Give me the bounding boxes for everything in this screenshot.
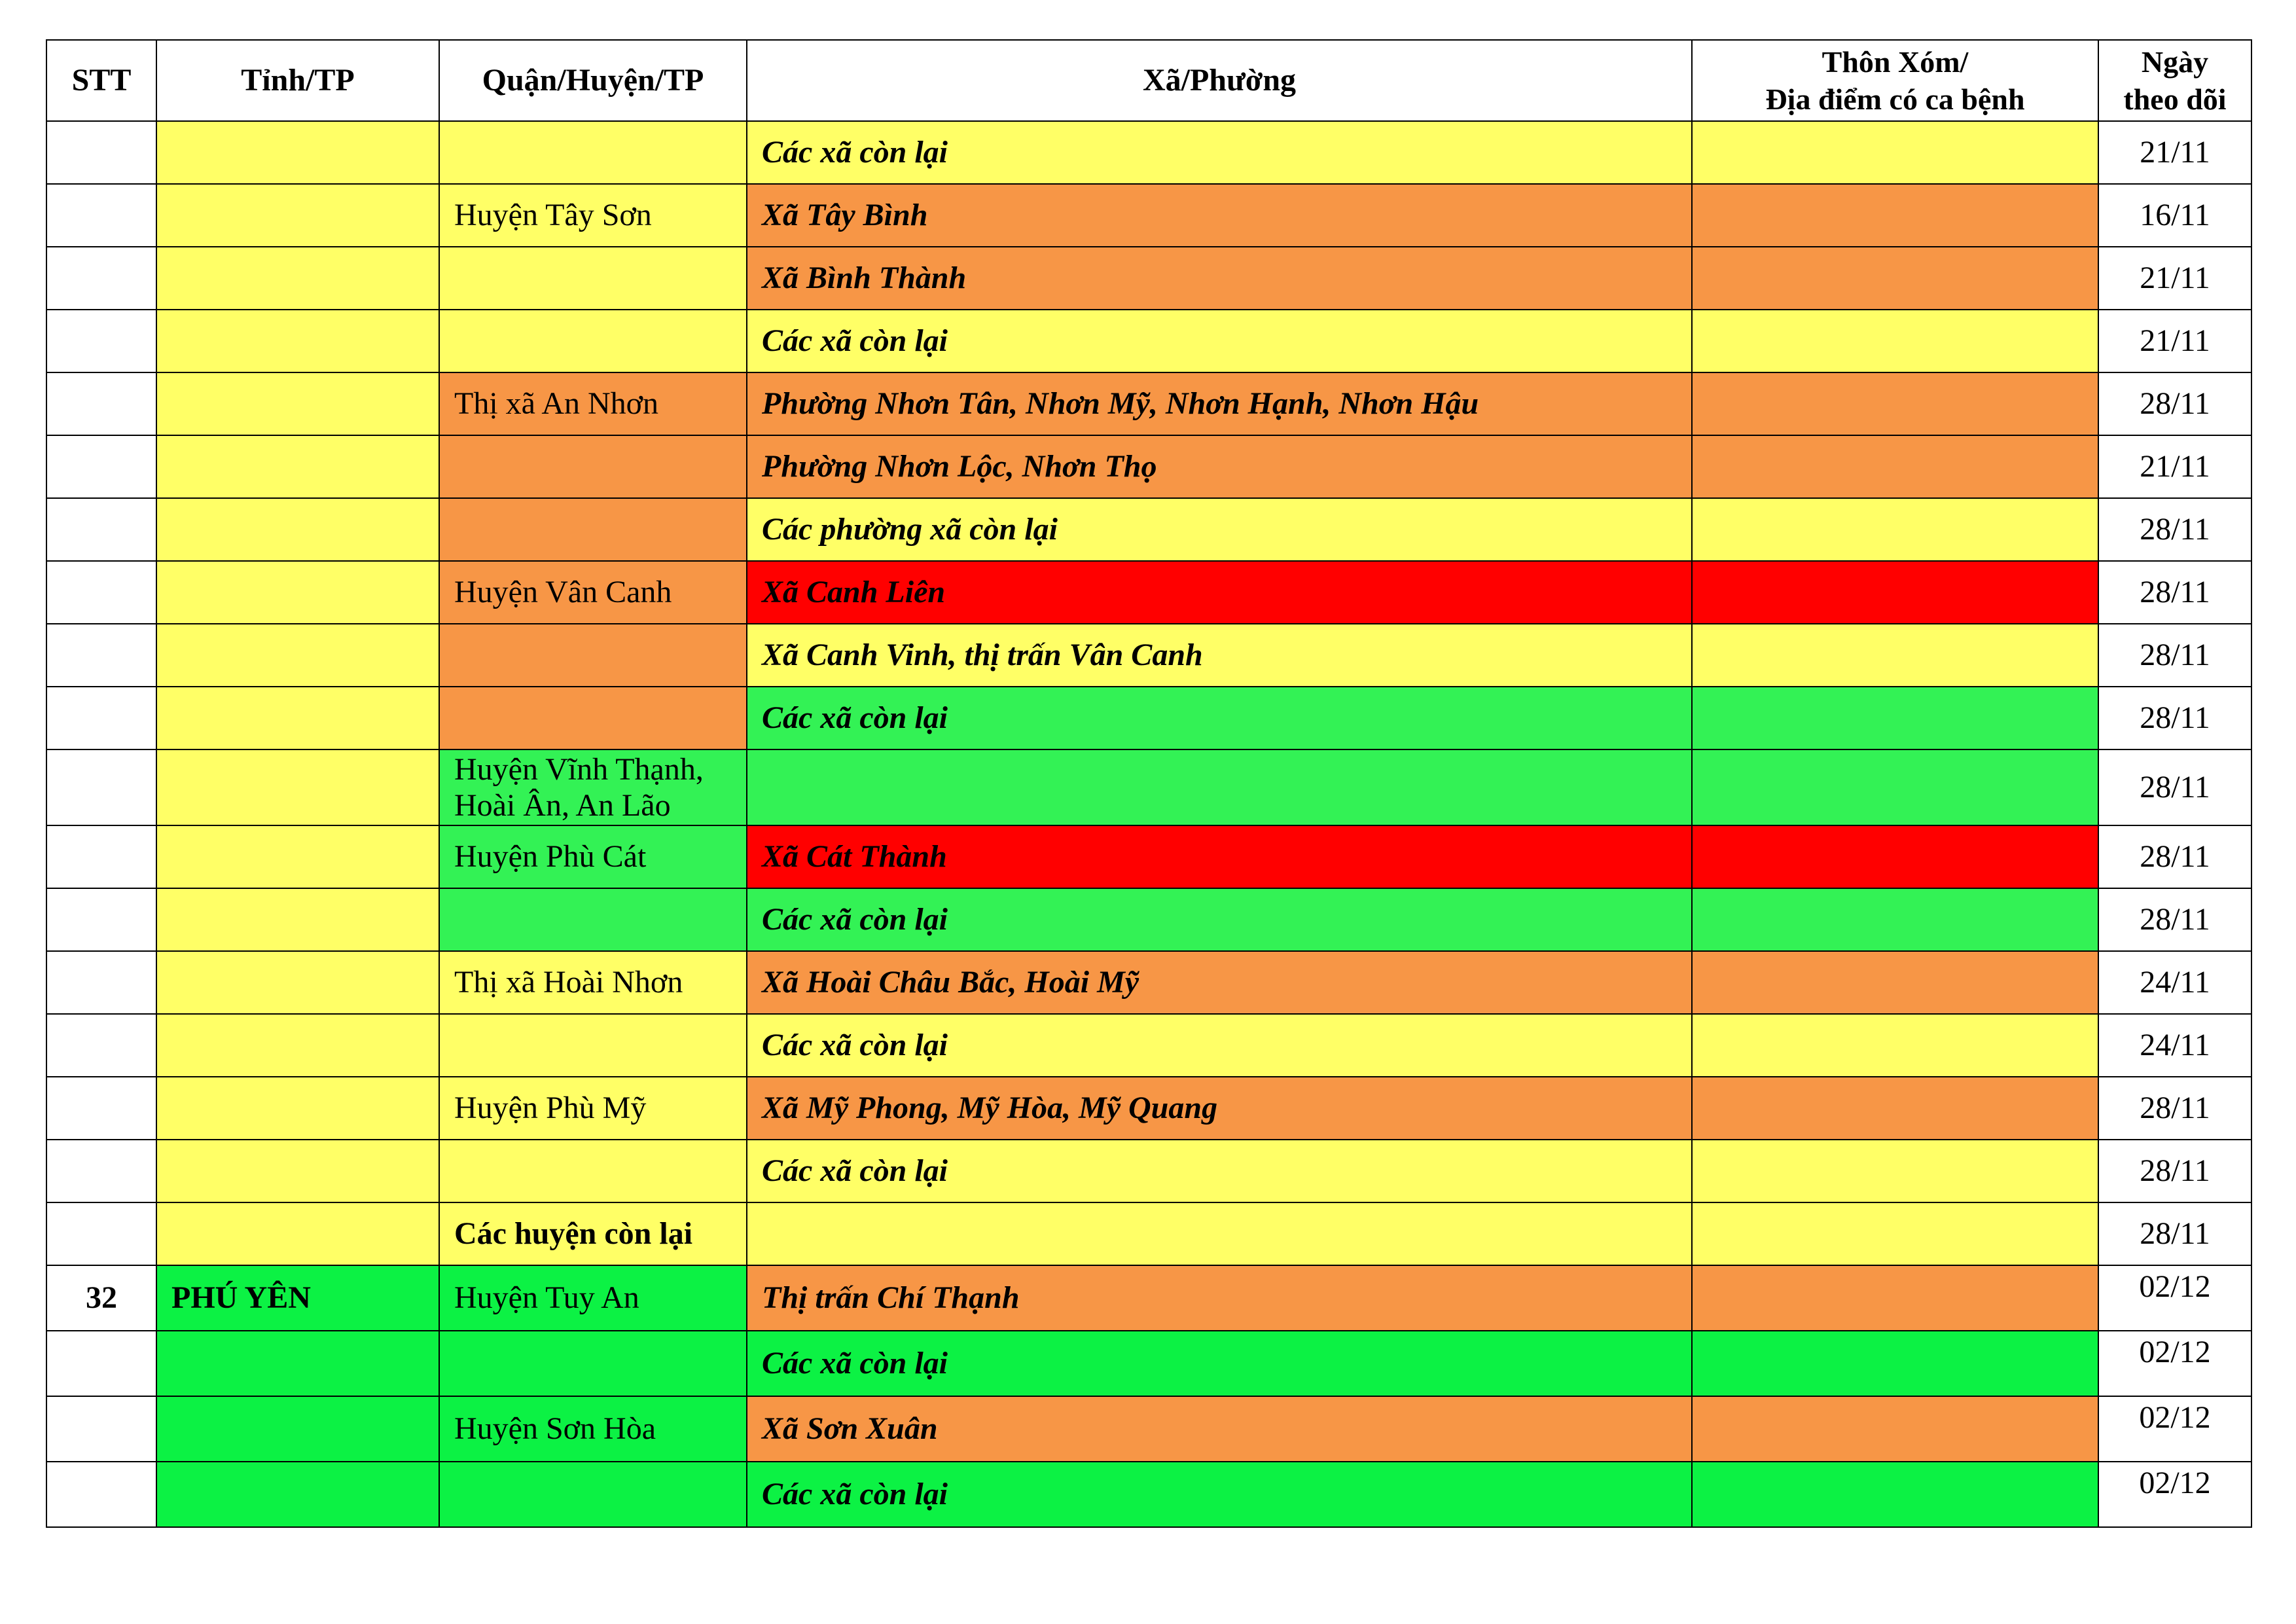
date-cell: 24/11 (2098, 1014, 2251, 1077)
header-date-line2: theo dõi (2123, 82, 2227, 116)
date-cell: 28/11 (2098, 1202, 2251, 1265)
date-cell: 28/11 (2098, 888, 2251, 951)
hamlet-cell (1692, 435, 2098, 498)
table-row (46, 561, 2251, 624)
date-cell: 21/11 (2098, 310, 2251, 372)
table-row (46, 1140, 2251, 1202)
header-province: Tỉnh/TP (156, 40, 439, 121)
province-cell (156, 687, 439, 749)
table-row (46, 1077, 2251, 1140)
district-cell: Các huyện còn lại (439, 1202, 747, 1265)
hamlet-cell (1692, 749, 2098, 825)
hamlet-cell (1692, 372, 2098, 435)
hamlet-cell (1692, 121, 2098, 184)
table-row (46, 121, 2251, 184)
district-cell (439, 888, 747, 951)
district-cell (439, 310, 747, 372)
hamlet-cell (1692, 1462, 2098, 1527)
date-cell: 02/12 (2098, 1265, 2251, 1331)
district-cell (439, 121, 747, 184)
stt-cell (46, 624, 156, 687)
province-cell (156, 561, 439, 624)
commune-cell (747, 749, 1692, 825)
stt-cell (46, 687, 156, 749)
province-cell (156, 372, 439, 435)
commune-cell: Phường Nhơn Lộc, Nhơn Thọ (747, 435, 1692, 498)
province-cell (156, 1014, 439, 1077)
date-cell: 28/11 (2098, 498, 2251, 561)
province-cell (156, 1140, 439, 1202)
district-cell (439, 1140, 747, 1202)
district-cell (439, 687, 747, 749)
stt-cell (46, 825, 156, 888)
table-row (46, 1396, 2251, 1462)
hamlet-cell (1692, 1396, 2098, 1462)
stt-cell (46, 1202, 156, 1265)
date-cell: 28/11 (2098, 749, 2251, 825)
stt-cell (46, 1077, 156, 1140)
table-row (46, 435, 2251, 498)
hamlet-cell (1692, 624, 2098, 687)
stt-cell (46, 749, 156, 825)
province-cell (156, 1202, 439, 1265)
district-cell: Huyện Sơn Hòa (439, 1396, 747, 1462)
date-cell: 21/11 (2098, 247, 2251, 310)
header-district: Quận/Huyện/TP (439, 40, 747, 121)
district-cell: Huyện Tây Sơn (439, 184, 747, 247)
table-row (46, 1265, 2251, 1331)
commune-cell: Các xã còn lại (747, 121, 1692, 184)
date-cell: 28/11 (2098, 1140, 2251, 1202)
province-cell (156, 624, 439, 687)
commune-cell: Các xã còn lại (747, 1140, 1692, 1202)
header-hamlet (1692, 40, 2098, 121)
commune-cell: Xã Mỹ Phong, Mỹ Hòa, Mỹ Quang (747, 1077, 1692, 1140)
hamlet-cell (1692, 1202, 2098, 1265)
stt-cell (46, 184, 156, 247)
table-row (46, 1014, 2251, 1077)
commune-cell: Xã Tây Bình (747, 184, 1692, 247)
district-cell (439, 1014, 747, 1077)
hamlet-cell (1692, 1140, 2098, 1202)
header-stt: STT (46, 40, 156, 121)
commune-cell: Thị trấn Chí Thạnh (747, 1265, 1692, 1331)
province-cell (156, 1396, 439, 1462)
table-row (46, 888, 2251, 951)
header-hamlet-line2: Địa điểm có ca bệnh (1765, 82, 2025, 116)
hamlet-cell (1692, 1331, 2098, 1396)
district-cell: Thị xã An Nhơn (439, 372, 747, 435)
commune-cell (747, 1202, 1692, 1265)
commune-cell: Xã Cát Thành (747, 825, 1692, 888)
district-cell: Huyện Phù Mỹ (439, 1077, 747, 1140)
date-cell: 28/11 (2098, 1077, 2251, 1140)
province-cell (156, 435, 439, 498)
district-cell: Thị xã Hoài Nhơn (439, 951, 747, 1014)
stt-cell (46, 561, 156, 624)
table-row (46, 951, 2251, 1014)
hamlet-cell (1692, 951, 2098, 1014)
province-cell (156, 1462, 439, 1527)
district-cell (439, 624, 747, 687)
province-cell (156, 247, 439, 310)
hamlet-cell (1692, 888, 2098, 951)
stt-cell (46, 498, 156, 561)
stt-cell (46, 435, 156, 498)
district-cell: Huyện Phù Cát (439, 825, 747, 888)
table-row (46, 498, 2251, 561)
province-cell (156, 184, 439, 247)
hamlet-cell (1692, 498, 2098, 561)
date-cell: 28/11 (2098, 687, 2251, 749)
district-cell (439, 435, 747, 498)
table-row (46, 749, 2251, 825)
commune-cell: Các phường xã còn lại (747, 498, 1692, 561)
district-cell: Huyện Vĩnh Thạnh, Hoài Ân, An Lão (439, 749, 747, 825)
hamlet-cell (1692, 561, 2098, 624)
risk-level-table (46, 39, 2252, 1528)
commune-cell: Các xã còn lại (747, 888, 1692, 951)
hamlet-cell (1692, 247, 2098, 310)
hamlet-cell (1692, 1077, 2098, 1140)
header-date (2098, 40, 2251, 121)
date-cell: 28/11 (2098, 372, 2251, 435)
district-cell (439, 1331, 747, 1396)
commune-cell: Các xã còn lại (747, 1331, 1692, 1396)
commune-cell: Phường Nhơn Tân, Nhơn Mỹ, Nhơn Hạnh, Nhơn Hậu (747, 372, 1692, 435)
stt-cell (46, 372, 156, 435)
hamlet-cell (1692, 1265, 2098, 1331)
table-row (46, 825, 2251, 888)
table-row (46, 310, 2251, 372)
province-cell (156, 1331, 439, 1396)
stt-cell (46, 1331, 156, 1396)
date-cell: 16/11 (2098, 184, 2251, 247)
province-cell (156, 498, 439, 561)
table-row (46, 1202, 2251, 1265)
stt-cell (46, 1396, 156, 1462)
table-row (46, 1331, 2251, 1396)
date-cell: 24/11 (2098, 951, 2251, 1014)
hamlet-cell (1692, 310, 2098, 372)
district-cell (439, 498, 747, 561)
stt-cell (46, 1462, 156, 1527)
province-cell: PHÚ YÊN (156, 1265, 439, 1331)
header-hamlet-line1: Thôn Xóm/ (1821, 45, 1969, 79)
table-row (46, 687, 2251, 749)
date-cell: 21/11 (2098, 121, 2251, 184)
commune-cell: Các xã còn lại (747, 1462, 1692, 1527)
commune-cell: Các xã còn lại (747, 687, 1692, 749)
table-row (46, 624, 2251, 687)
table-row (46, 247, 2251, 310)
date-cell: 28/11 (2098, 825, 2251, 888)
stt-cell (46, 1140, 156, 1202)
district-cell: Huyện Tuy An (439, 1265, 747, 1331)
hamlet-cell (1692, 687, 2098, 749)
commune-cell: Xã Bình Thành (747, 247, 1692, 310)
stt-cell (46, 888, 156, 951)
province-cell (156, 888, 439, 951)
date-cell: 28/11 (2098, 624, 2251, 687)
commune-cell: Xã Hoài Châu Bắc, Hoài Mỹ (747, 951, 1692, 1014)
district-cell (439, 247, 747, 310)
hamlet-cell (1692, 825, 2098, 888)
province-cell (156, 749, 439, 825)
stt-cell: 32 (46, 1265, 156, 1331)
header-row (46, 40, 2251, 121)
date-cell: 02/12 (2098, 1331, 2251, 1396)
header-date-line1: Ngày (2141, 45, 2209, 79)
commune-cell: Xã Canh Vinh, thị trấn Vân Canh (747, 624, 1692, 687)
date-cell: 02/12 (2098, 1396, 2251, 1462)
hamlet-cell (1692, 1014, 2098, 1077)
province-cell (156, 1077, 439, 1140)
stt-cell (46, 247, 156, 310)
stt-cell (46, 121, 156, 184)
stt-cell (46, 951, 156, 1014)
province-cell (156, 310, 439, 372)
header-commune: Xã/Phường (747, 40, 1692, 121)
stt-cell (46, 310, 156, 372)
table-row (46, 1462, 2251, 1527)
date-cell: 28/11 (2098, 561, 2251, 624)
hamlet-cell (1692, 184, 2098, 247)
district-cell: Huyện Vân Canh (439, 561, 747, 624)
commune-cell: Các xã còn lại (747, 310, 1692, 372)
commune-cell: Xã Sơn Xuân (747, 1396, 1692, 1462)
commune-cell: Các xã còn lại (747, 1014, 1692, 1077)
province-cell (156, 825, 439, 888)
commune-cell: Xã Canh Liên (747, 561, 1692, 624)
province-cell (156, 951, 439, 1014)
date-cell: 02/12 (2098, 1462, 2251, 1527)
stt-cell (46, 1014, 156, 1077)
table-row (46, 372, 2251, 435)
district-cell (439, 1462, 747, 1527)
date-cell: 21/11 (2098, 435, 2251, 498)
province-cell (156, 121, 439, 184)
table-row (46, 184, 2251, 247)
